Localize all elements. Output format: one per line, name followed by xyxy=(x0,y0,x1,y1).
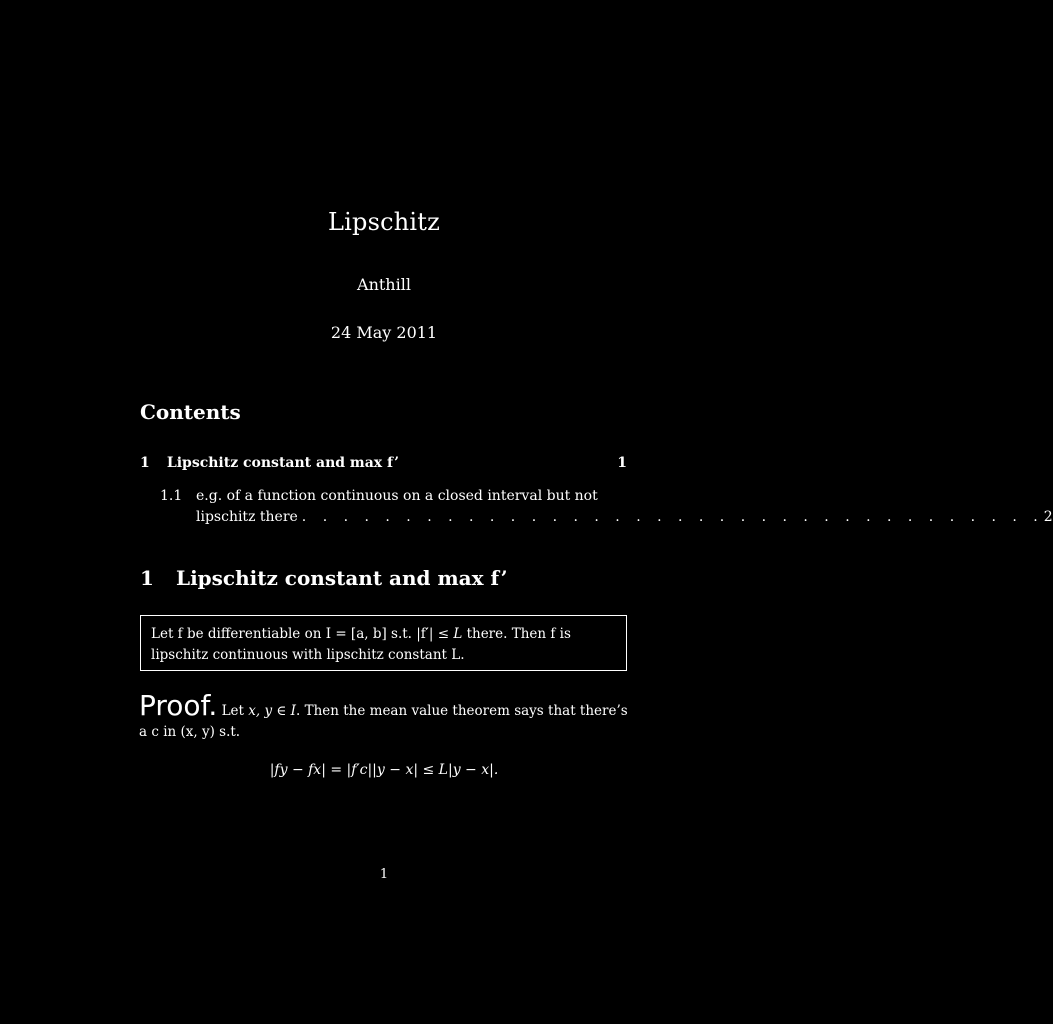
toc-entry-1[interactable] xyxy=(140,455,627,471)
section-title: Lipschitz constant and max f’ xyxy=(176,566,508,590)
theorem-text-part2: there. Then f is lipschitz continuous with lipschitz constant L. xyxy=(151,626,571,663)
toc-entry-number: 1 xyxy=(140,455,150,471)
contents-heading: Contents xyxy=(140,400,241,424)
toc-entry-1-1[interactable] xyxy=(160,488,627,504)
document-date: 24 May 2011 xyxy=(330,323,438,342)
proof-label: Proof. xyxy=(139,689,218,722)
display-equation: |fy − fx| = |f′c||y − x| ≤ L|y − x|. xyxy=(269,762,499,778)
toc-leader-dots: . . . . . . . . . . . . . . . . . . . . . . . . . . . . . . . . . . . . xyxy=(301,509,1044,525)
proof-text-part1: Let xyxy=(217,703,249,719)
section-heading xyxy=(140,566,508,590)
toc-entry-1-1-continued[interactable] xyxy=(196,509,1053,525)
page-number: 1 xyxy=(379,867,389,882)
document-author: Anthill xyxy=(357,275,411,294)
proof-text-part2: . Then the mean value theorem says that there’s a c in (x, y) s.t. xyxy=(139,703,628,740)
theorem-text-part1: Let f be differentiable on I = [a, b] s.t. |f′| ≤ xyxy=(151,626,454,642)
proof-math: x, y ∈ I xyxy=(248,703,296,719)
toc-entry-text-line2: lipschitz there xyxy=(196,509,298,525)
toc-entry-text: Lipschitz constant and max f’ xyxy=(166,455,399,471)
document-title: Lipschitz xyxy=(328,208,440,236)
theorem-box xyxy=(140,615,627,671)
toc-entry-page: 2 xyxy=(1043,509,1053,525)
theorem-var-l: L xyxy=(453,626,463,642)
toc-entry-text-line1: e.g. of a function continuous on a closed interval but not xyxy=(196,488,598,504)
toc-entry-number: 1.1 xyxy=(160,488,183,504)
toc-entry-page: 1 xyxy=(617,455,627,471)
section-number: 1 xyxy=(140,566,154,590)
proof-paragraph xyxy=(139,689,629,743)
